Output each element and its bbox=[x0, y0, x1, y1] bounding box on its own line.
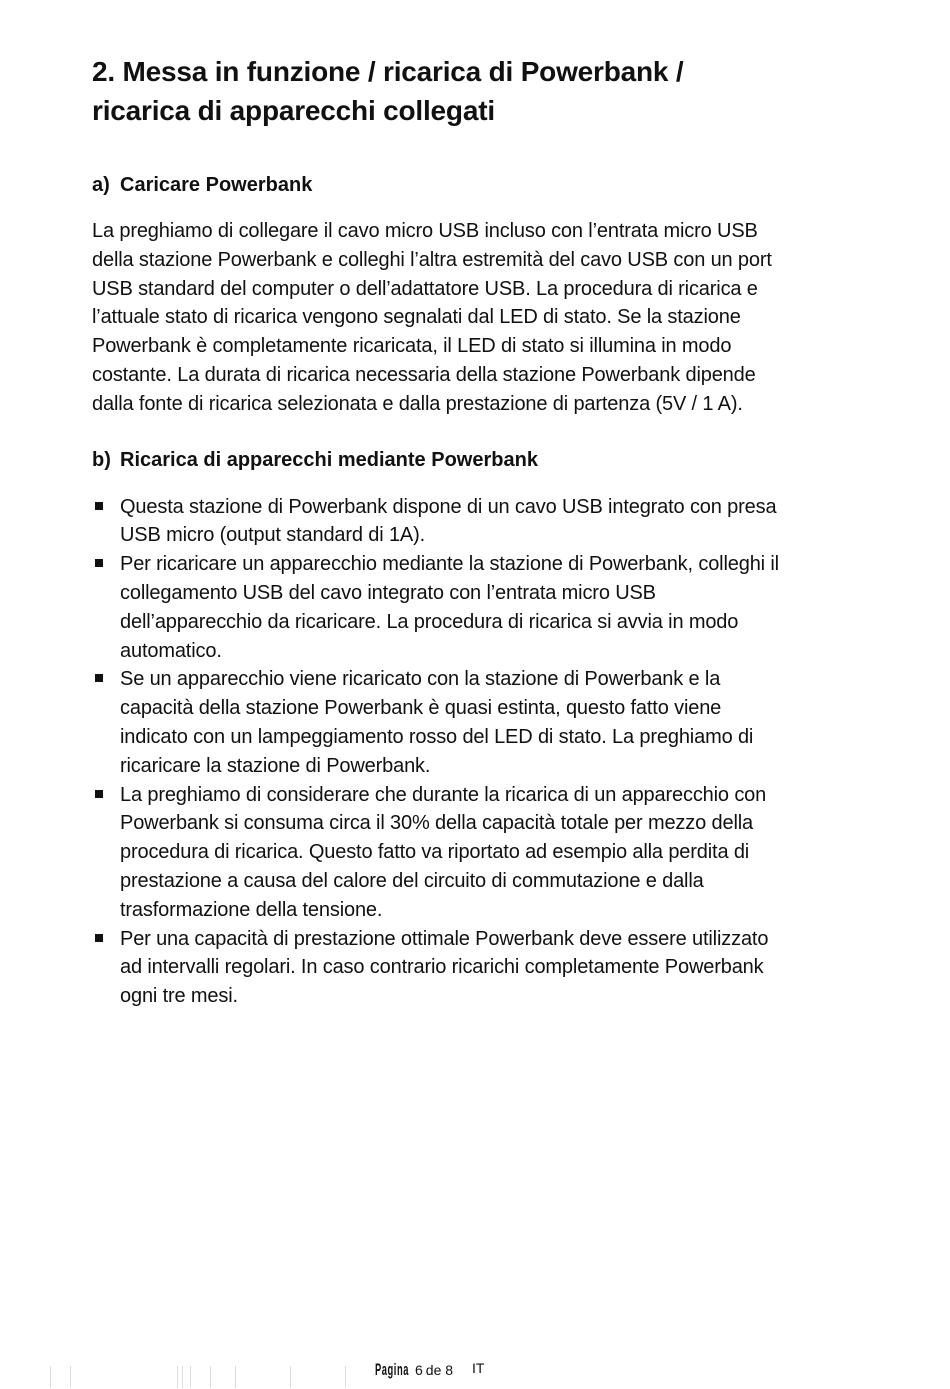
bullet-item bbox=[92, 925, 782, 1011]
bullet-text: Se un apparecchio viene ricaricato con la stazione di Powerbank e la capacità della stazione Powerbank è quasi estinta, questo fatto viene indicato con un lampeggiamento rosso del LED di stato. La preghiamo di ricaricare la stazione di Powerbank. bbox=[120, 668, 754, 777]
bullet-text: Per una capacità di prestazione ottimale Powerbank deve essere utilizzato ad intervalli regolari. In caso contrario ricarichi completamente Powerbank ogni tre mesi. bbox=[120, 927, 769, 1008]
bullet-item bbox=[92, 665, 782, 780]
footer-tick bbox=[182, 1366, 183, 1388]
footer-page-word: Pagina bbox=[375, 1360, 409, 1379]
bullet-item bbox=[92, 550, 782, 665]
footer-tick bbox=[70, 1366, 71, 1388]
page-title bbox=[92, 52, 782, 130]
section-b-letter: b) bbox=[92, 448, 111, 471]
section-b-bullet-list bbox=[92, 493, 782, 1011]
page-footer bbox=[0, 1356, 950, 1389]
page-title-line-2: ricarica di apparecchi collegati bbox=[92, 95, 495, 126]
footer-tick bbox=[50, 1366, 51, 1388]
footer-tick bbox=[345, 1366, 346, 1388]
section-a-paragraph: La preghiamo di collegare il cavo micro USB incluso con l’entrata micro USB della stazione Powerbank e colleghi l’altra estremità del cavo USB con un port USB standard del computer o dell’adattatore USB. La procedura di ricarica e l’attuale stato di ricarica vengono segnalati dal LED di stato. Se la stazione Powerbank è completamente ricaricata, il LED di stato si illumina in modo costante. La durata di ricarica necessaria della stazione Powerbank dipende dalla fonte di ricarica selezionata e dalla prestazione di partenza (5V / 1 A). bbox=[92, 220, 772, 415]
footer-page-current: 6 bbox=[415, 1362, 423, 1378]
footer-tick bbox=[177, 1366, 178, 1388]
section-a-title: Caricare Powerbank bbox=[120, 174, 313, 196]
square-bullet-icon bbox=[92, 665, 120, 780]
document-page bbox=[92, 52, 782, 1011]
page-title-line-1: 2. Messa in funzione / ricarica di Powerbank / bbox=[92, 56, 684, 87]
footer-tick bbox=[190, 1366, 191, 1388]
footer-tick bbox=[290, 1366, 291, 1388]
section-b-title: Ricarica di apparecchi mediante Powerbank bbox=[120, 448, 538, 471]
square-bullet-icon bbox=[92, 781, 120, 925]
bullet-text: Questa stazione di Powerbank dispone di un cavo USB integrato con presa USB micro (output standard di 1A). bbox=[120, 495, 777, 547]
section-a-letter: a) bbox=[92, 174, 110, 196]
footer-tick bbox=[210, 1366, 211, 1388]
section-b-heading bbox=[92, 446, 782, 475]
footer-page-number bbox=[375, 1360, 453, 1380]
footer-page-total: de 8 bbox=[425, 1362, 454, 1378]
bullet-text: La preghiamo di considerare che durante la ricarica di un apparecchio con Powerbank si consuma circa il 30% della capacità totale per mezzo della procedura di ricarica. Questo fatto va riportato ad esempio alla perdita di prestazione a causa del calore del circuito di commutazione e dalla trasformazione della tensione. bbox=[120, 783, 767, 921]
footer-language: IT bbox=[472, 1360, 485, 1376]
bullet-text: Per ricaricare un apparecchio mediante la stazione di Powerbank, colleghi il collegamento USB del cavo integrato con l’entrata micro USB dell’apparecchio da ricaricare. La procedura di ricarica si avvia in modo automatico. bbox=[120, 553, 779, 662]
bullet-item bbox=[92, 781, 782, 925]
square-bullet-icon bbox=[92, 493, 120, 551]
square-bullet-icon bbox=[92, 550, 120, 665]
square-bullet-icon bbox=[92, 925, 120, 1011]
footer-tick bbox=[235, 1366, 236, 1388]
section-a-heading bbox=[92, 171, 782, 200]
bullet-item bbox=[92, 493, 782, 551]
